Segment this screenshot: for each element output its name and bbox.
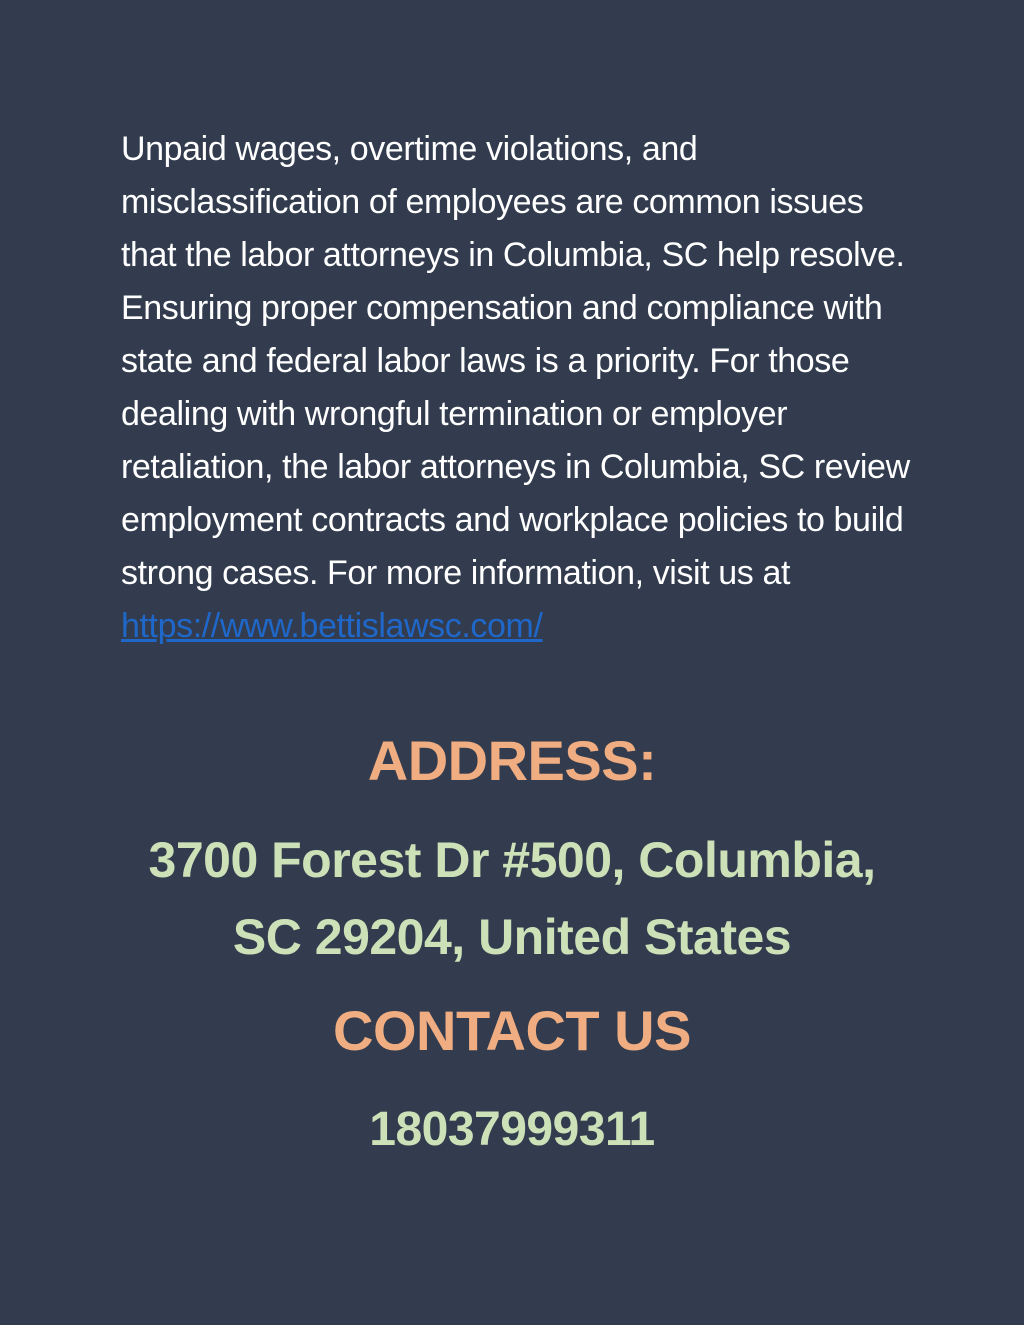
- intro-text: Unpaid wages, overtime violations, and misclassification of employees are common issues that the labor attorneys in Columbia, SC help resolve. Ensuring proper compensation and compliance with state and federal labor laws is a priority. For those dealing with wrongful termination or employer retaliation, the labor attorneys in Columbia, SC review employment contracts and workplace policies to build strong cases. For more information, visit us at: [121, 130, 910, 592]
- address-heading: ADDRESS:: [367, 729, 657, 792]
- intro-paragraph: [121, 123, 911, 653]
- address-line-2: SC 29204, United States: [232, 909, 792, 965]
- website-link[interactable]: https://www.bettislawsc.com/: [121, 607, 543, 645]
- phone-number: 18037999311: [369, 1103, 655, 1156]
- address-line-1: 3700 Forest Dr #500, Columbia,: [148, 832, 876, 888]
- contact-heading: CONTACT US: [333, 999, 691, 1062]
- address-value: [0, 822, 1024, 976]
